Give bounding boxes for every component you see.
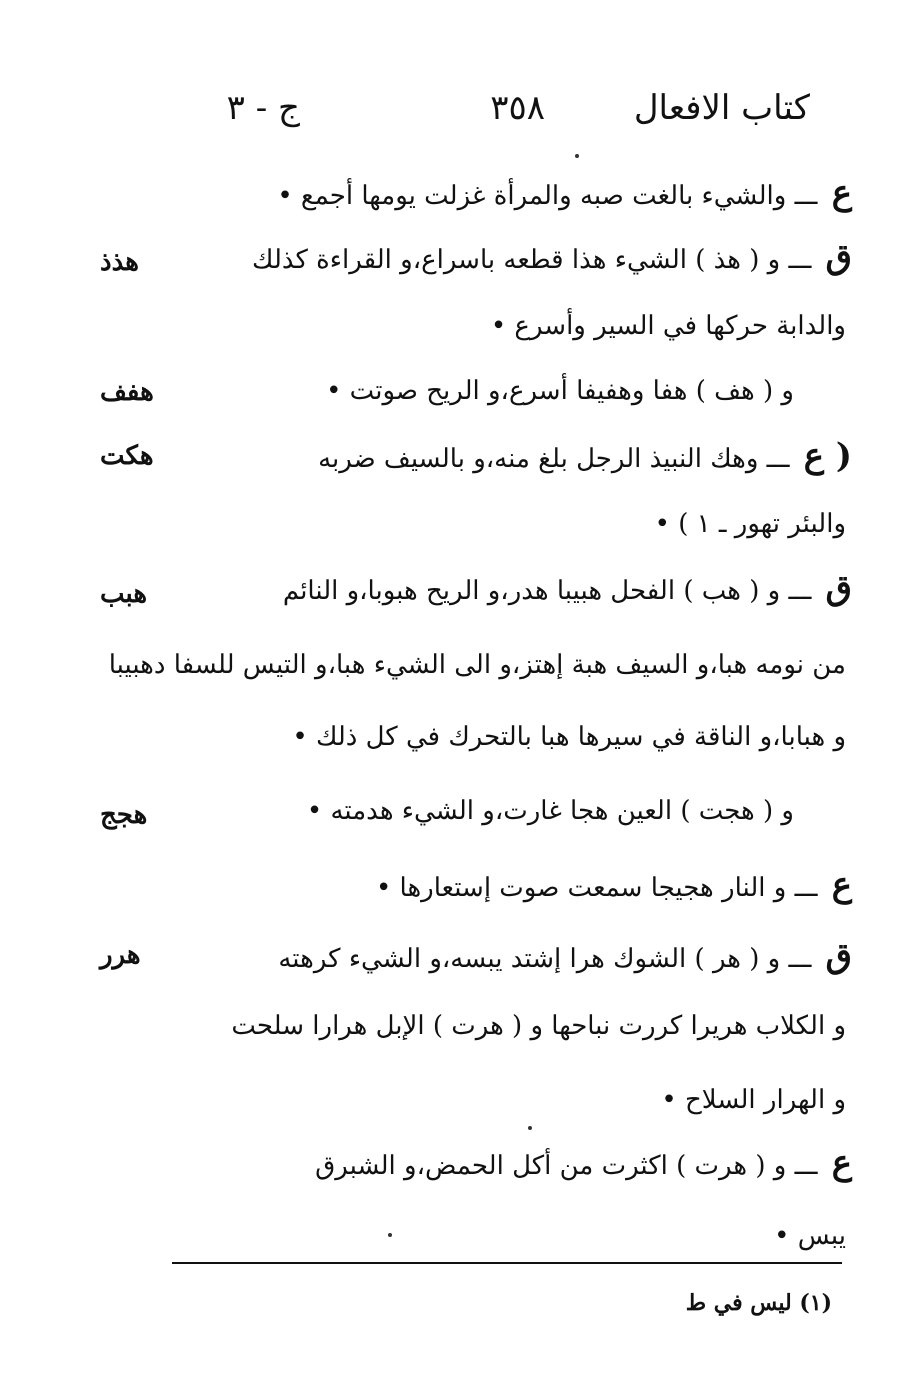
- text-line: [283, 568, 852, 611]
- line-marker: ع: [831, 865, 852, 905]
- print-speck: [388, 1233, 392, 1237]
- root-word: هرر: [100, 940, 141, 970]
- line-text: يبس •: [774, 1221, 846, 1251]
- line-text: و ( هجت ) العين هجا غارت،و الشيء هدمته •: [306, 796, 794, 826]
- page-number: ٣٥٨: [490, 88, 545, 128]
- text-line: [491, 303, 852, 346]
- root-word: هكت: [100, 441, 154, 471]
- text-line: [307, 788, 800, 831]
- line-marker: ق: [825, 936, 852, 976]
- text-line: [252, 237, 852, 280]
- text-line: [376, 865, 852, 908]
- print-speck: [575, 154, 579, 158]
- line-text: و الهرار السلاح •: [661, 1085, 846, 1115]
- line-text: و الكلاب هريرا كررت نباحها و ( هرت ) الإبل هرارا سلحت: [231, 1011, 846, 1041]
- book-title: كتاب الافعال: [633, 88, 810, 128]
- root-word: هذذ: [100, 247, 139, 277]
- root-word: هفف: [100, 377, 154, 407]
- line-marker: ع: [831, 173, 852, 213]
- line-marker: ق: [825, 568, 852, 608]
- text-line: [774, 1213, 852, 1256]
- root-word: هبب: [100, 579, 148, 609]
- line-marker: ( ع: [803, 436, 852, 476]
- text-line: [315, 1143, 852, 1186]
- text-line: [655, 501, 852, 544]
- line-text: و هبابا،و الناقة في سيرها هبا بالتحرك في كل ذلك •: [292, 722, 846, 752]
- text-line: [277, 173, 852, 216]
- print-speck: [528, 1126, 532, 1130]
- line-text: ـــ وهك النبيذ الرجل بلغ منه،و بالسيف ضربه: [318, 444, 790, 474]
- text-line: [109, 642, 852, 685]
- line-text: والدابة حركها في السير وأسرع •: [490, 311, 846, 341]
- page-header: [210, 88, 810, 148]
- line-text: ـــ و ( هرت ) اكثرت من أكل الحمض،و الشبرق: [315, 1151, 818, 1181]
- volume-number: ج - ٣: [226, 88, 300, 128]
- line-text: ـــ و النار هجيجا سمعت صوت إستعارها •: [375, 873, 818, 903]
- text-line: [326, 368, 800, 411]
- line-marker: ق: [825, 237, 852, 277]
- line-marker: ع: [831, 1143, 852, 1183]
- footnote: (١) ليس في ط: [685, 1290, 832, 1316]
- text-line: [231, 1003, 852, 1046]
- footnote-divider: [172, 1262, 842, 1264]
- line-text: ـــ و ( هب ) الفحل هبيبا هدر،و الريح هبوبا،و النائم: [282, 576, 812, 606]
- line-text: ـــ والشيء بالغت صبه والمرأة غزلت يومها أجمع •: [277, 181, 818, 211]
- text-line: [292, 714, 852, 757]
- line-text: والبئر تهور ـ ١ ) •: [654, 509, 846, 539]
- line-text: من نومه هبا،و السيف هبة إهتز،و الى الشيء هبا،و التيس للسفا دهبيبا: [108, 650, 846, 680]
- line-text: ـــ و ( هر ) الشوك هرا إشتد يبسه،و الشيء كرهته: [278, 944, 812, 974]
- text-line: [318, 436, 852, 479]
- line-text: ـــ و ( هذ ) الشيء هذا قطعه باسراع،و القراءة كذلك: [252, 245, 812, 275]
- root-word: هجج: [100, 800, 148, 830]
- line-text: و ( هف ) هفا وهفيفا أسرع،و الريح صوتت •: [326, 376, 794, 406]
- text-line: [278, 936, 852, 979]
- text-line: [661, 1077, 852, 1120]
